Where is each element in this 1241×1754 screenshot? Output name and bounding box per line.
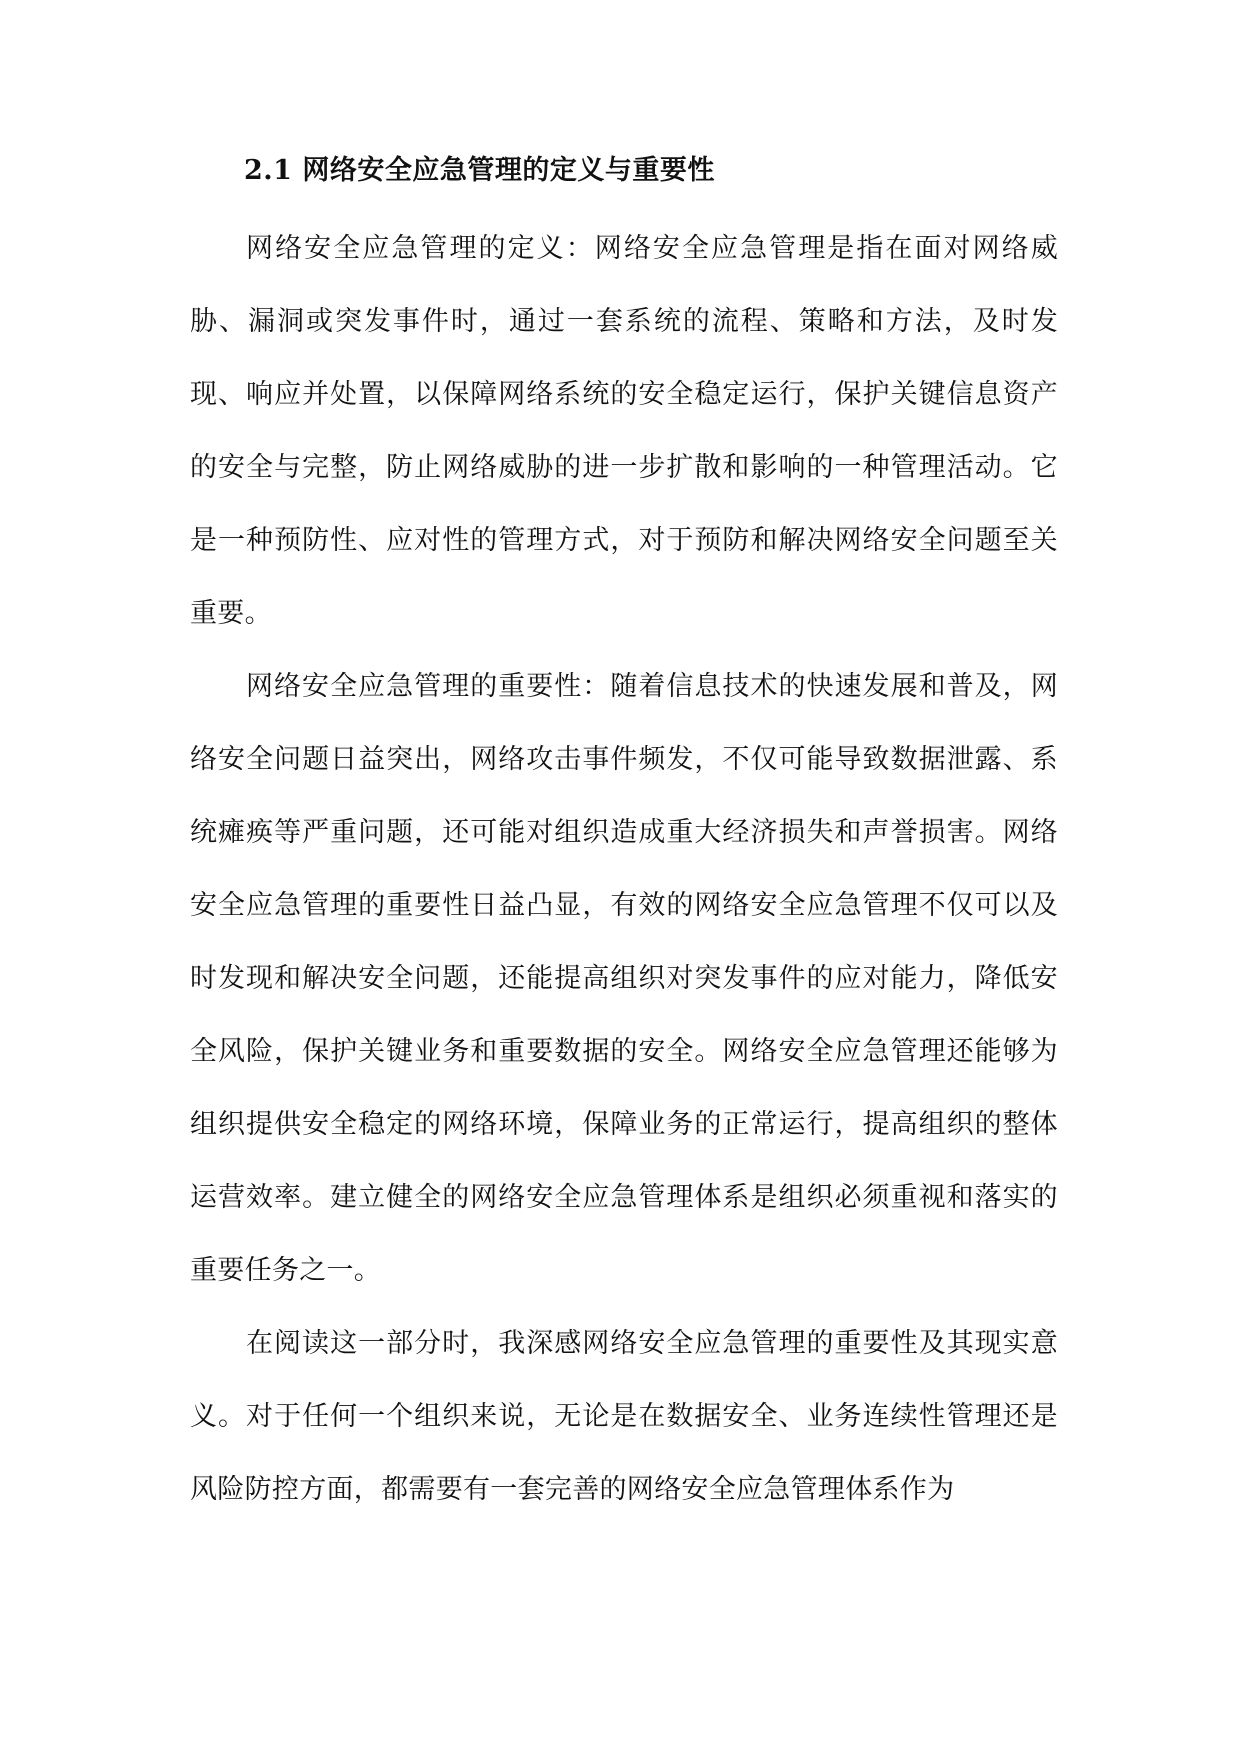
paragraph-reflection: 在阅读这一部分时，我深感网络安全应急管理的重要性及其现实意义。对于任何一个组织来说，无论是在数据安全、业务连续性管理还是风险防控方面，都需要有一套完善的网络安全应急管理体系作为 [190, 1328, 1058, 1505]
document-body [190, 148, 1058, 1526]
section-heading: 2.1 网络安全应急管理的定义与重要性 [244, 155, 715, 186]
paragraph-definition: 网络安全应急管理的定义：网络安全应急管理是指在面对网络威胁、漏洞或突发事件时，通过一套系统的流程、策略和方法，及时发现、响应并处置，以保障网络系统的安全稳定运行，保护关键信息资产的安全与完整，防止网络威胁的进一步扩散和影响的一种管理活动。它是一种预防性、应对性的管理方式，对于预防和解决网络安全问题至关重要。 [190, 233, 1058, 629]
paragraph-importance: 网络安全应急管理的重要性：随着信息技术的快速发展和普及，网络安全问题日益突出，网络攻击事件频发，不仅可能导致数据泄露、系统瘫痪等严重问题，还可能对组织造成重大经济损失和声誉损害。网络安全应急管理的重要性日益凸显，有效的网络安全应急管理不仅可以及时发现和解决安全问题，还能提高组织对突发事件的应对能力，降低安全风险，保护关键业务和重要数据的安全。网络安全应急管理还能够为组织提供安全稳定的网络环境，保障业务的正常运行，提高组织的整体运营效率。建立健全的网络安全应急管理体系是组织必须重视和落实的重要任务之一。 [190, 671, 1058, 1286]
